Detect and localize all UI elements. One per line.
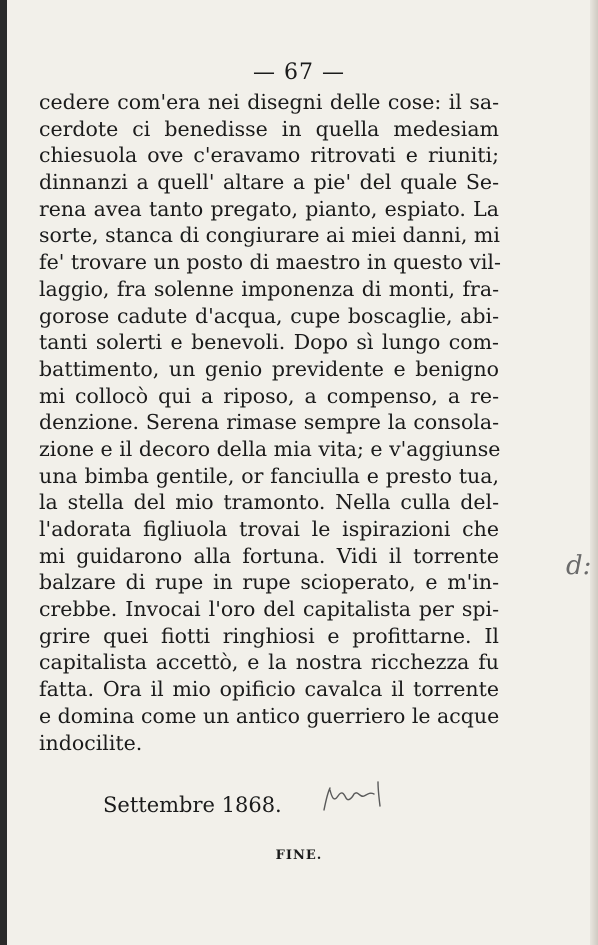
- page-left-edge: [0, 0, 7, 945]
- text-line: balzare di rupe in rupe scioperato, e m'in-: [39, 570, 499, 595]
- text-line: tanti solerti e benevoli. Dopo sì lungo com-: [39, 330, 499, 355]
- text-line: laggio, fra solenne imponenza di monti, fra-: [39, 276, 499, 301]
- text-line: e domina come un antico guerriero le acque: [39, 703, 500, 728]
- text-line: la stella del mio tramonto. Nella culla del-: [39, 490, 499, 515]
- body-text: [39, 89, 499, 756]
- text-line: mi collocò qui a riposo, a compenso, a re-: [39, 383, 499, 408]
- text-line: chiesuola ove c'eravamo ritrovati e riuniti;: [39, 143, 499, 168]
- text-line: sorte, stanca di congiurare ai miei danni, mi: [39, 223, 500, 248]
- text-line: l'adorata figliuola trovai le ispirazioni che: [39, 517, 499, 541]
- text-line: denzione. Serena rimase sempre la consola-: [39, 410, 499, 435]
- page-right-edge: [590, 0, 598, 945]
- text-line: cedere com'era nei disegni delle cose: il sa-: [39, 90, 499, 114]
- end-marker: FINE.: [275, 848, 323, 863]
- text-line: zione e il decoro della mia vita; e v'aggiunse: [39, 436, 501, 461]
- text-line: indocilite.: [39, 730, 143, 755]
- text-line: cerdote ci benedisse in quella medesiam: [39, 116, 499, 141]
- text-line: fe' trovare un posto di maestro in questo vil-: [39, 250, 501, 275]
- handwritten-mark: [318, 776, 398, 816]
- margin-note: d:: [566, 551, 592, 581]
- text-line: grire quei fiotti ringhiosi e profittarne. Il: [39, 623, 499, 648]
- text-line: rena avea tanto pregato, pianto, espiato. La: [39, 196, 499, 221]
- text-line: battimento, un genio previdente e benigno: [39, 356, 499, 381]
- text-line: fatta. Ora il mio opificio cavalca il torrente: [39, 677, 499, 702]
- page-number: — 67 —: [253, 60, 345, 85]
- text-line: mi guidarono alla fortuna. Vidi il torrente: [39, 543, 499, 568]
- text-line: gorose cadute d'acqua, cupe boscaglie, abi-: [39, 303, 499, 328]
- text-line: una bimba gentile, or fanciulla e presto tua,: [39, 463, 499, 488]
- text-line: dinnanzi a quell' altare a pie' del quale Se-: [39, 170, 499, 195]
- text-line: capitalista accettò, e la nostra ricchezza fu: [39, 650, 499, 675]
- date-line: Settembre 1868.: [103, 793, 282, 817]
- text-line: crebbe. Invocai l'oro del capitalista per spi-: [39, 597, 499, 622]
